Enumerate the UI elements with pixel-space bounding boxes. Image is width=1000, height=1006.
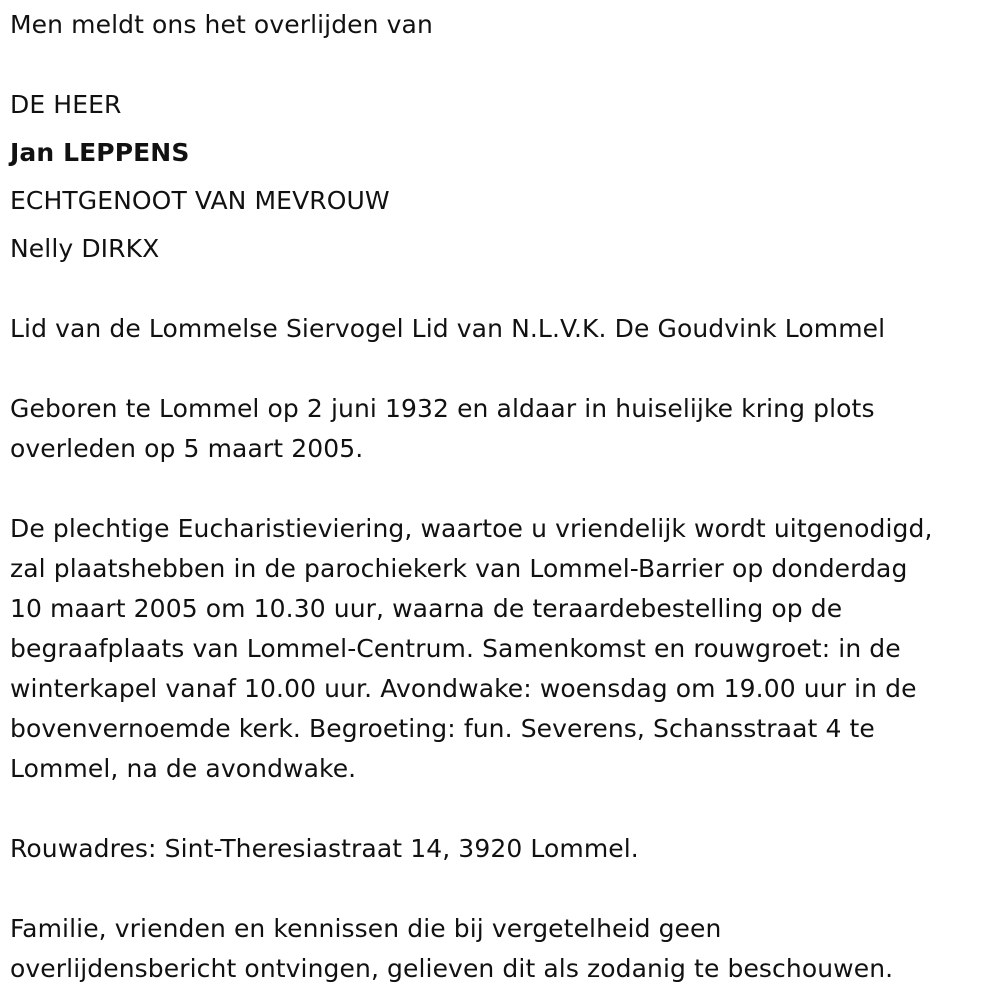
ceremony-line-5: winterkapel vanaf 10.00 uur. Avondwake: woensdag om 19.00 uur in de [10,674,917,703]
ceremony-line-6: bovenvernoemde kerk. Begroeting: fun. Severens, Schansstraat 4 te [10,714,875,743]
intro-text: Men meldt ons het overlijden van [10,10,433,39]
ceremony-line-4: begraafplaats van Lommel-Centrum. Samenkomst en rouwgroet: in de [10,634,901,663]
closing-line-1: Familie, vrienden en kennissen die bij vergetelheid geen [10,914,722,943]
closing-line-2: overlijdensbericht ontvingen, gelieven dit als zodanig te beschouwen. [10,954,894,983]
memberships-text: Lid van de Lommelse Siervogel Lid van N.L.V.K. De Goudvink Lommel [10,314,886,343]
birth-death-line-2: overleden op 5 maart 2005. [10,434,364,463]
ceremony-line-3: 10 maart 2005 om 10.30 uur, waarna de teraardebestelling op de [10,594,843,623]
birth-death-line-1: Geboren te Lommel op 2 juni 1932 en aldaar in huiselijke kring plots [10,394,875,423]
deceased-name: Jan LEPPENS [10,138,190,167]
spouse-name: Nelly DIRKX [10,234,160,263]
relation-text: ECHTGENOOT VAN MEVROUW [10,186,390,215]
ceremony-line-1: De plechtige Eucharistieviering, waartoe u vriendelijk wordt uitgenodigd, [10,514,933,543]
ceremony-line-2: zal plaatshebben in de parochiekerk van Lommel-Barrier op donderdag [10,554,908,583]
ceremony-line-7: Lommel, na de avondwake. [10,754,357,783]
address-text: Rouwadres: Sint-Theresiastraat 14, 3920 Lommel. [10,834,639,863]
salutation: DE HEER [10,90,122,119]
